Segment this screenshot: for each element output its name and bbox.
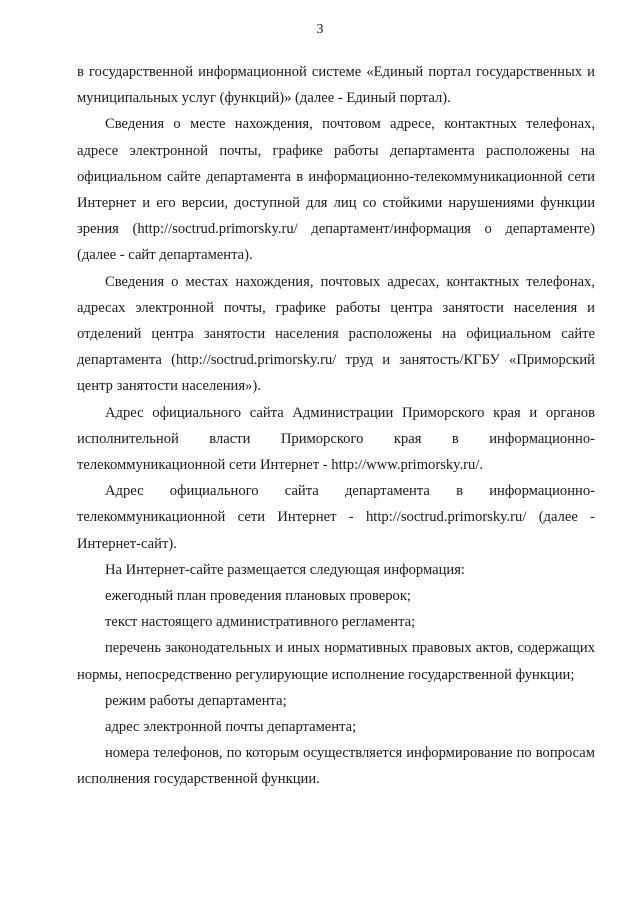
paragraph-single-portal: в государственной информационной системе «Единый портал государственных и муниципальных услуг (функций)» (далее - Единый портал). — [77, 64, 595, 107]
paragraph-administration-site: Адрес официального сайта Администрации Приморского края и органов исполнительной власти Приморского края в информационно-телекоммуникационной сети Интернет - http://www.primorsky.ru/. — [77, 404, 595, 474]
document-body — [77, 59, 595, 793]
list-item-legal-acts: перечень законодательных и иных нормативных правовых актов, содержащих нормы, непосредственно регулирующие исполнение государственной функции; — [77, 640, 595, 683]
list-item-inspection-plan: ежегодный план проведения плановых проверок; — [105, 588, 411, 605]
paragraph-employment-center-info: Сведения о местах нахождения, почтовых адресах, контактных телефонах, адресах электронной почты, графике работы центра занятости населения и отделений центра занятости населения расположены на официальном сайте департамента (http://soctrud.primorsky.ru/ труд и занятость/КГБУ «Приморский центр занятости населения»). — [77, 273, 595, 395]
list-item-email: адрес электронной почты департамента; — [105, 719, 357, 736]
list-item-regulation-text: текст настоящего административного регламента; — [105, 614, 416, 631]
page-number: 3 — [316, 22, 324, 37]
list-item-phone-numbers: номера телефонов, по которым осуществляется информирование по вопросам исполнения государственной функции. — [77, 745, 595, 788]
paragraph-site-info-intro: На Интернет-сайте размещается следующая информация: — [105, 561, 465, 578]
list-item-work-schedule: режим работы департамента; — [105, 692, 287, 709]
paragraph-department-site: Адрес официального сайта департамента в информационно-телекоммуникационной сети Интернет - http://soctrud.primorsky.ru/ (далее - Интернет-сайт). — [77, 483, 595, 552]
paragraph-department-info: Сведения о месте нахождения, почтовом адресе, контактных телефонах, адресе электронной почты, графике работы департамента расположены на официальном сайте департамента в информационно-телекоммуникационной сети Интернет и его версии, доступной для лиц со стойкими нарушениями функции зрения (http://soctrud.primorsky.ru/ департамент/информация о департаменте) (далее - сайт департамента). — [77, 116, 595, 264]
